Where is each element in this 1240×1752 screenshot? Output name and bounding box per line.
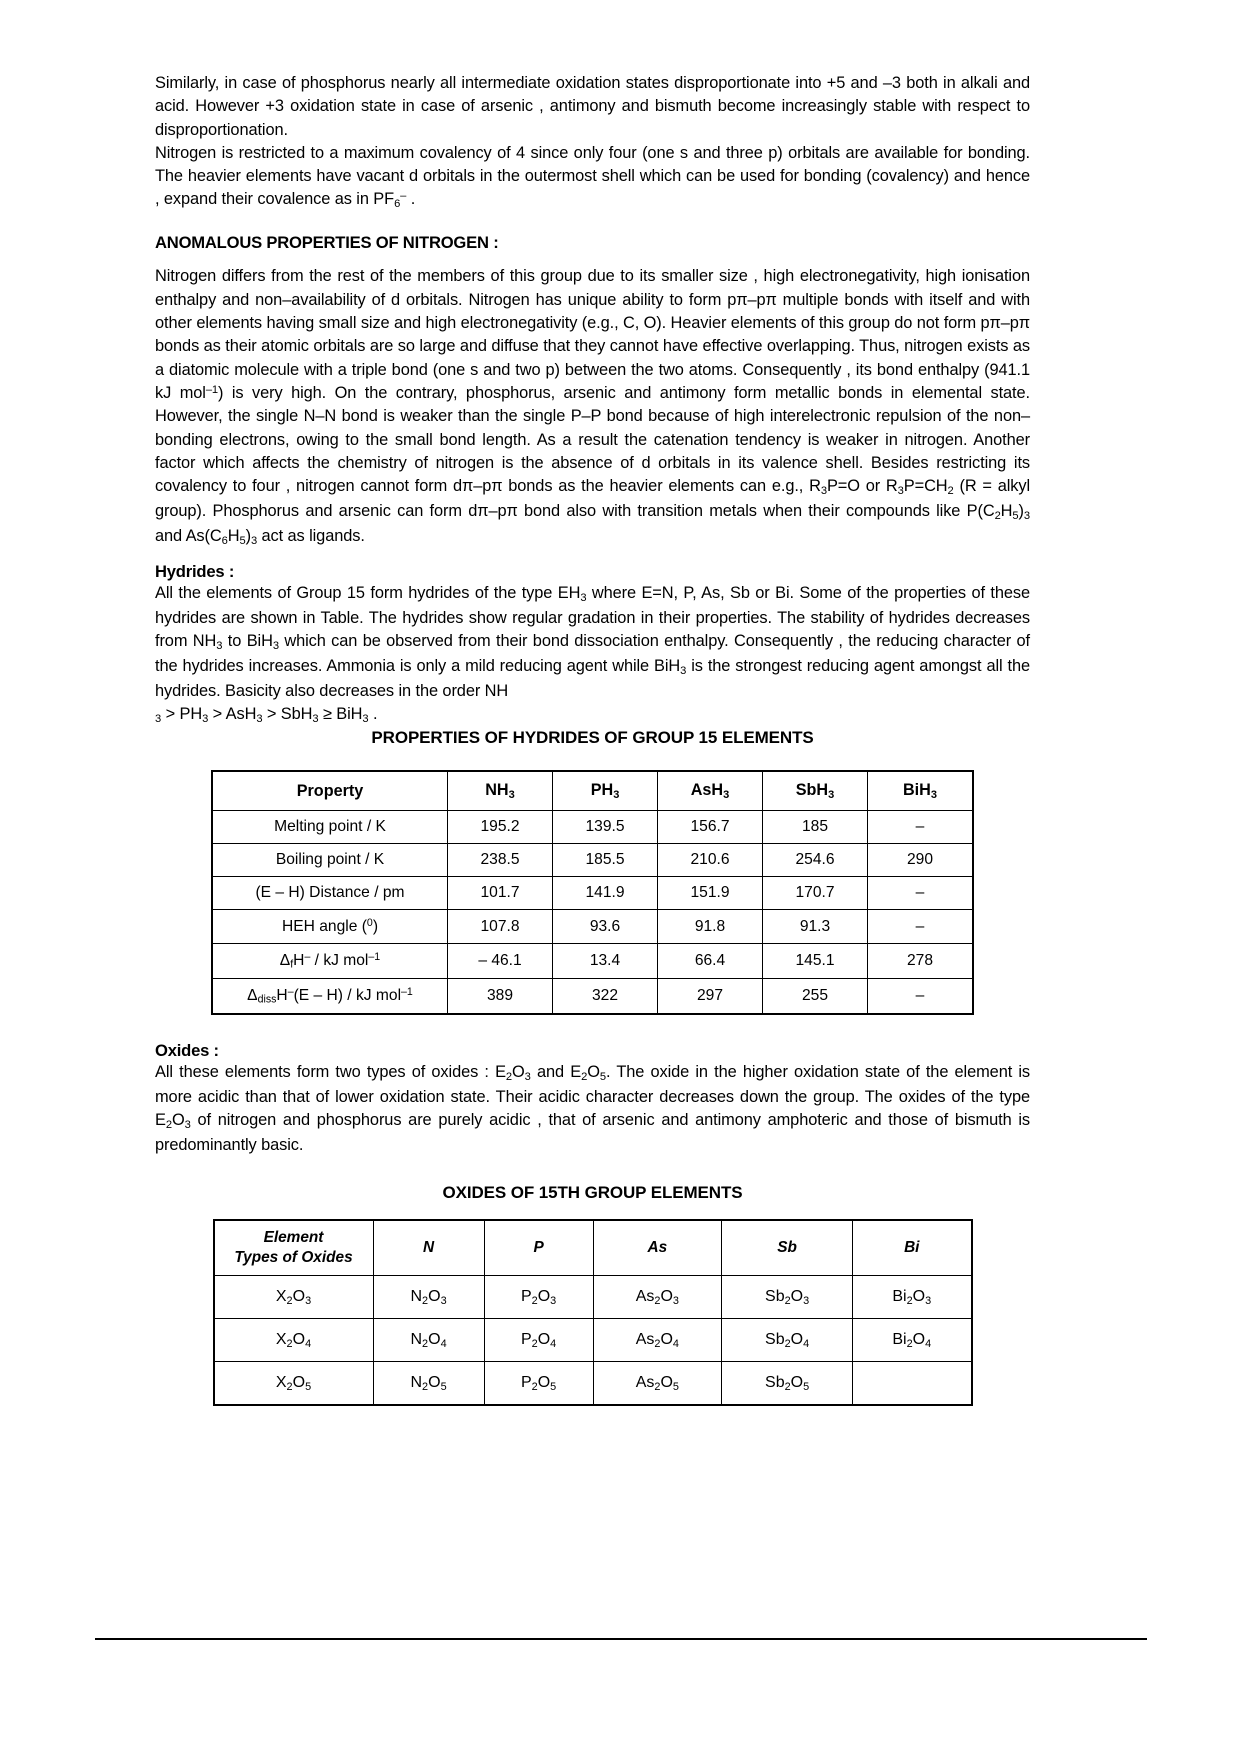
cell-value: 145.1 <box>763 944 868 979</box>
hydrides-col-nh3: $NH_3$ <box>448 771 553 811</box>
anomalous-text-c: P=O or R <box>826 477 898 496</box>
oxides-row-label: $X_2O_3$ <box>214 1276 374 1319</box>
oxides-col-corner <box>214 1220 374 1276</box>
hydrides-col-bih3: BiH$_3$ <box>868 771 974 811</box>
oxides-text-a: All these elements form two types of oxides : E <box>155 1062 506 1081</box>
hydrides-table-wrapper <box>155 770 1030 1014</box>
table-row <box>212 910 973 944</box>
anomalous-text-a: Nitrogen differs from the rest of the members of this group due to its smaller size , high electronegativity, high ionisation enthalpy and non–availability of d orbitals. Nitrogen has unique ability to form pπ–pπ multiple bonds with itself and with other elements having small size and high electronegativity (e.g., C, O). Heavier elements of this group do not form pπ–pπ bonds as their atomic orbitals are so large and diffuse that they cannot have effective overlapping. Thus, nitrogen exists as a diatomic molecule with a triple bond (one s and two p) between the two atoms. Consequently , its bond enthalpy (941.1 kJ mol <box>155 267 1031 402</box>
hydrides-text-b: where E=N, P, As, Sb or Bi. Some of the properties of these hydrides are shown in Table. The hydrides show regular gradation in their properties. The stability of hydrides decreases from NH <box>155 583 1030 651</box>
hydrides-table <box>211 770 974 1014</box>
table-row <box>212 844 973 877</box>
paragraph-intro-2 <box>155 142 1030 214</box>
paragraph-intro-1: Similarly, in case of phosphorus nearly all intermediate oxidation states disproportionate into +5 and –3 both in alkali and acid. However +3 oxidation state in case of arsenic , antimony and bismuth become increasingly stable with respect to disproportionation. <box>155 74 1030 139</box>
paragraph-intro-2-tail: . <box>406 190 416 209</box>
row-label-formation-enthalpy: $\Delta_fH^-$ / kJ mol$^{-1}$ <box>212 944 448 979</box>
cell-value: $As_2O_3$ <box>593 1276 722 1319</box>
cell-value: 13.4 <box>553 944 658 979</box>
cell-value: – <box>868 811 974 844</box>
hydrides-col-sbh3: SbH$_3$ <box>763 771 868 811</box>
oxides-table-header-row <box>214 1220 972 1276</box>
cell-value: – 46.1 <box>448 944 553 979</box>
cell-value: 278 <box>868 944 974 979</box>
cell-value: 255 <box>763 978 868 1013</box>
asc6h5-paren: ) <box>245 526 251 545</box>
cell-value: 93.6 <box>553 910 658 944</box>
cell-value: 254.6 <box>763 844 868 877</box>
cell-value: 185.5 <box>553 844 658 877</box>
eh3-subscript: 3 <box>580 592 587 605</box>
pf6-superscript: – <box>400 190 407 203</box>
cell-value: 389 <box>448 978 553 1013</box>
oxides-row-label: $X_2O_4$ <box>214 1319 374 1362</box>
cell-value: $N_2O_3$ <box>373 1276 484 1319</box>
kj-mol-superscript: –1 <box>205 383 219 396</box>
bih3b-subscript: 3 <box>680 665 687 678</box>
oxides-col-p: P <box>484 1220 593 1276</box>
oxides-text-c: . The oxide in the higher oxidation state of the element is more acidic than that of lower oxidation state. Their acidic character decreases down the group. The oxides of the type E <box>155 1062 1031 1129</box>
table-row <box>212 944 973 979</box>
row-label-dissociation-enthalpy: $\Delta_{diss}H^-(E - H)$ / kJ mol$^{-1}$ <box>212 978 448 1013</box>
e2o5-sub-2: 5 <box>599 1070 606 1083</box>
cell-value: 141.9 <box>553 877 658 910</box>
corner-line-2: Types of Oxides <box>234 1249 353 1267</box>
cell-value: $As_2O_4$ <box>593 1319 722 1362</box>
order-end: . <box>368 705 378 724</box>
table-row <box>214 1319 972 1362</box>
order-gt3: > SbH <box>262 705 313 724</box>
oxides-col-sb: Sb <box>722 1220 853 1276</box>
paragraph-intro-2-text: Nitrogen is restricted to a maximum covalency of 4 since only four (one s and three p) orbitals are available for bonding. The heavier elements have vacant d orbitals in the outermost shell which can be used for bonding (covalency) and hence , expand their covalence as in PF <box>155 143 1030 209</box>
asc6h5-sub-3: 3 <box>250 535 258 548</box>
cell-value: 185 <box>763 811 868 844</box>
e2o3-sub-2: 3 <box>524 1070 531 1083</box>
table-row <box>212 877 973 910</box>
table-row <box>212 811 973 844</box>
table-row <box>214 1362 972 1406</box>
anomalous-text-g: act as ligands. <box>257 526 365 545</box>
cell-value: 66.4 <box>658 944 763 979</box>
oxides-col-bi: Bi <box>853 1220 972 1276</box>
r3ch2-subscript-1: 3 <box>897 485 904 498</box>
pc2h5-sub-2: 5 <box>1012 510 1019 523</box>
e2o3-sub-1: 2 <box>505 1070 513 1083</box>
pc2h5-paren: ) <box>1018 502 1024 521</box>
oxides-text-d: of nitrogen and phosphorus are purely acidic , that of arsenic and antimony amphoteric and those of bismuth is predominantly basic. <box>155 1110 1030 1154</box>
order-gt1: > PH <box>161 705 203 724</box>
cell-value: $As_2O_5$ <box>593 1362 722 1406</box>
oxides-table <box>213 1219 973 1406</box>
hydrides-col-ph3: $PH_3$ <box>553 771 658 811</box>
cell-value: $P_2O_3$ <box>484 1276 593 1319</box>
oxides-text-b: and E <box>530 1062 582 1081</box>
asc6h5-sub-1: 6 <box>221 535 228 548</box>
asc6h5-h: H <box>227 526 240 545</box>
section-heading-anomalous: ANOMALOUS PROPERTIES OF NITROGEN : <box>155 233 499 253</box>
anomalous-text-f: and As(C <box>155 526 222 545</box>
order-ash3-sub: 3 <box>256 713 263 726</box>
oxides-table-title: OXIDES OF 15TH GROUP ELEMENTS <box>442 1183 743 1203</box>
section-heading-oxides: Oxides : <box>155 1040 219 1060</box>
cell-value: 238.5 <box>448 844 553 877</box>
cell-value: – <box>868 978 974 1013</box>
hydrides-col-property: Property <box>212 771 448 811</box>
pf6-subscript: 6 <box>394 198 401 211</box>
row-label-heh-angle: HEH angle ($^0$) <box>212 910 448 944</box>
cell-value: – <box>868 910 974 944</box>
e2o5-sub-1: 2 <box>581 1070 588 1083</box>
hydrides-text-c: to BiH <box>222 632 273 651</box>
cell-value: 139.5 <box>553 811 658 844</box>
cell-value: 322 <box>553 978 658 1013</box>
cell-value: $Sb_2O_5$ <box>722 1362 853 1406</box>
cell-value: 195.2 <box>448 811 553 844</box>
oxides-col-as: As <box>593 1220 722 1276</box>
cell-value: $N_2O_4$ <box>373 1319 484 1362</box>
e2o3-o: O <box>512 1062 525 1081</box>
cell-value: 170.7 <box>763 877 868 910</box>
cell-value: 151.9 <box>658 877 763 910</box>
cell-value: 107.8 <box>448 910 553 944</box>
corner-line-1: Element <box>263 1229 324 1247</box>
hydrides-text-d: which can be observed from their bond dissociation enthalpy. Consequently , the reducing character of the hydrides increases. Ammonia is only a mild reducing agent while BiH <box>155 632 1030 676</box>
paragraph-hydrides <box>155 582 1030 703</box>
row-label-eh-distance: (E – H) Distance / pm <box>212 877 448 910</box>
r3ch2-subscript-2: 2 <box>947 485 954 498</box>
order-gt2: > AsH <box>208 705 257 724</box>
basicity-order-line <box>155 703 1030 728</box>
e2o3b-sub-2: 3 <box>184 1118 191 1131</box>
cell-value: 290 <box>868 844 974 877</box>
footer-divider <box>95 1638 1147 1640</box>
page-content <box>155 72 1030 1406</box>
order-ph3-sub: 3 <box>202 713 209 726</box>
cell-value: $Sb_2O_3$ <box>722 1276 853 1319</box>
pc2h5-sub-3: 3 <box>1023 510 1030 523</box>
hydrides-col-ash3: AsH$_3$ <box>658 771 763 811</box>
cell-value-empty <box>853 1362 972 1406</box>
anomalous-text-d: P=CH <box>903 477 948 496</box>
cell-value: 101.7 <box>448 877 553 910</box>
table-row <box>214 1276 972 1319</box>
section-heading-hydrides: Hydrides : <box>155 561 235 581</box>
nh3-subscript: 3 <box>216 640 223 653</box>
paragraph-oxides <box>155 1061 1030 1157</box>
bih3-subscript: 3 <box>272 640 279 653</box>
cell-value: $P_2O_5$ <box>484 1362 593 1406</box>
hydrides-text-a: All the elements of Group 15 form hydrides of the type EH <box>155 583 581 602</box>
cell-value: 91.8 <box>658 910 763 944</box>
hydrides-table-title: PROPERTIES OF HYDRIDES OF GROUP 15 ELEMENTS <box>371 728 814 748</box>
row-label-boiling-point: Boiling point / K <box>212 844 448 877</box>
cell-value: 91.3 <box>763 910 868 944</box>
cell-value: $P_2O_4$ <box>484 1319 593 1362</box>
cell-value: $Sb_2O_4$ <box>722 1319 853 1362</box>
cell-value: 297 <box>658 978 763 1013</box>
order-sbh3-sub: 3 <box>312 713 319 726</box>
cell-value: 210.6 <box>658 844 763 877</box>
r3po-subscript: 3 <box>820 485 827 498</box>
anomalous-text-e: (R = alkyl group). Phosphorus and arsenic can form dπ–pπ bond also with transition metals when their compounds like P(C <box>155 477 1030 521</box>
cell-value: $Bi_2O_3$ <box>853 1276 972 1319</box>
cell-value: $N_2O_5$ <box>373 1362 484 1406</box>
pc2h5-h: H <box>1000 502 1013 521</box>
cell-value: – <box>868 877 974 910</box>
oxides-table-wrapper <box>155 1219 1030 1406</box>
asc6h5-sub-2: 5 <box>239 535 246 548</box>
cell-value: $Bi_2O_4$ <box>853 1319 972 1362</box>
hydrides-table-header-row <box>212 771 973 811</box>
e2o3b-o: O <box>171 1110 185 1129</box>
e2o3b-sub-1: 2 <box>165 1118 172 1131</box>
row-label-melting-point: Melting point / K <box>212 811 448 844</box>
order-ge: ≥ BiH <box>318 705 363 724</box>
oxides-row-label: $X_2O_5$ <box>214 1362 374 1406</box>
paragraph-anomalous <box>155 265 1030 549</box>
order-bih3-sub: 3 <box>362 713 369 726</box>
cell-value: 156.7 <box>658 811 763 844</box>
anomalous-text-b: ) is very high. On the contrary, phosphorus, arsenic and antimony form metallic bonds in elemental state. However, the single N–N bond is weaker than the single P–P bond because of high interelectronic repulsion of the non–bonding electrons, owing to the small bond length. As a result the catenation tendency is weaker in nitrogen. Another factor which affects the chemistry of nitrogen is the absence of d orbitals in its valence shell. Besides restricting its covalency to four , nitrogen cannot form dπ–pπ bonds as the heavier elements can e.g., R <box>155 383 1030 496</box>
pc2h5-sub-1: 2 <box>994 510 1001 523</box>
oxides-col-n: N <box>373 1220 484 1276</box>
hydrides-text-e: is the strongest reducing agent amongst all the hydrides. Basicity also decreases in the order NH <box>155 657 1030 701</box>
e2o5-o: O <box>587 1062 600 1081</box>
order-nh3-sub: 3 <box>155 713 162 726</box>
table-row <box>212 978 973 1013</box>
